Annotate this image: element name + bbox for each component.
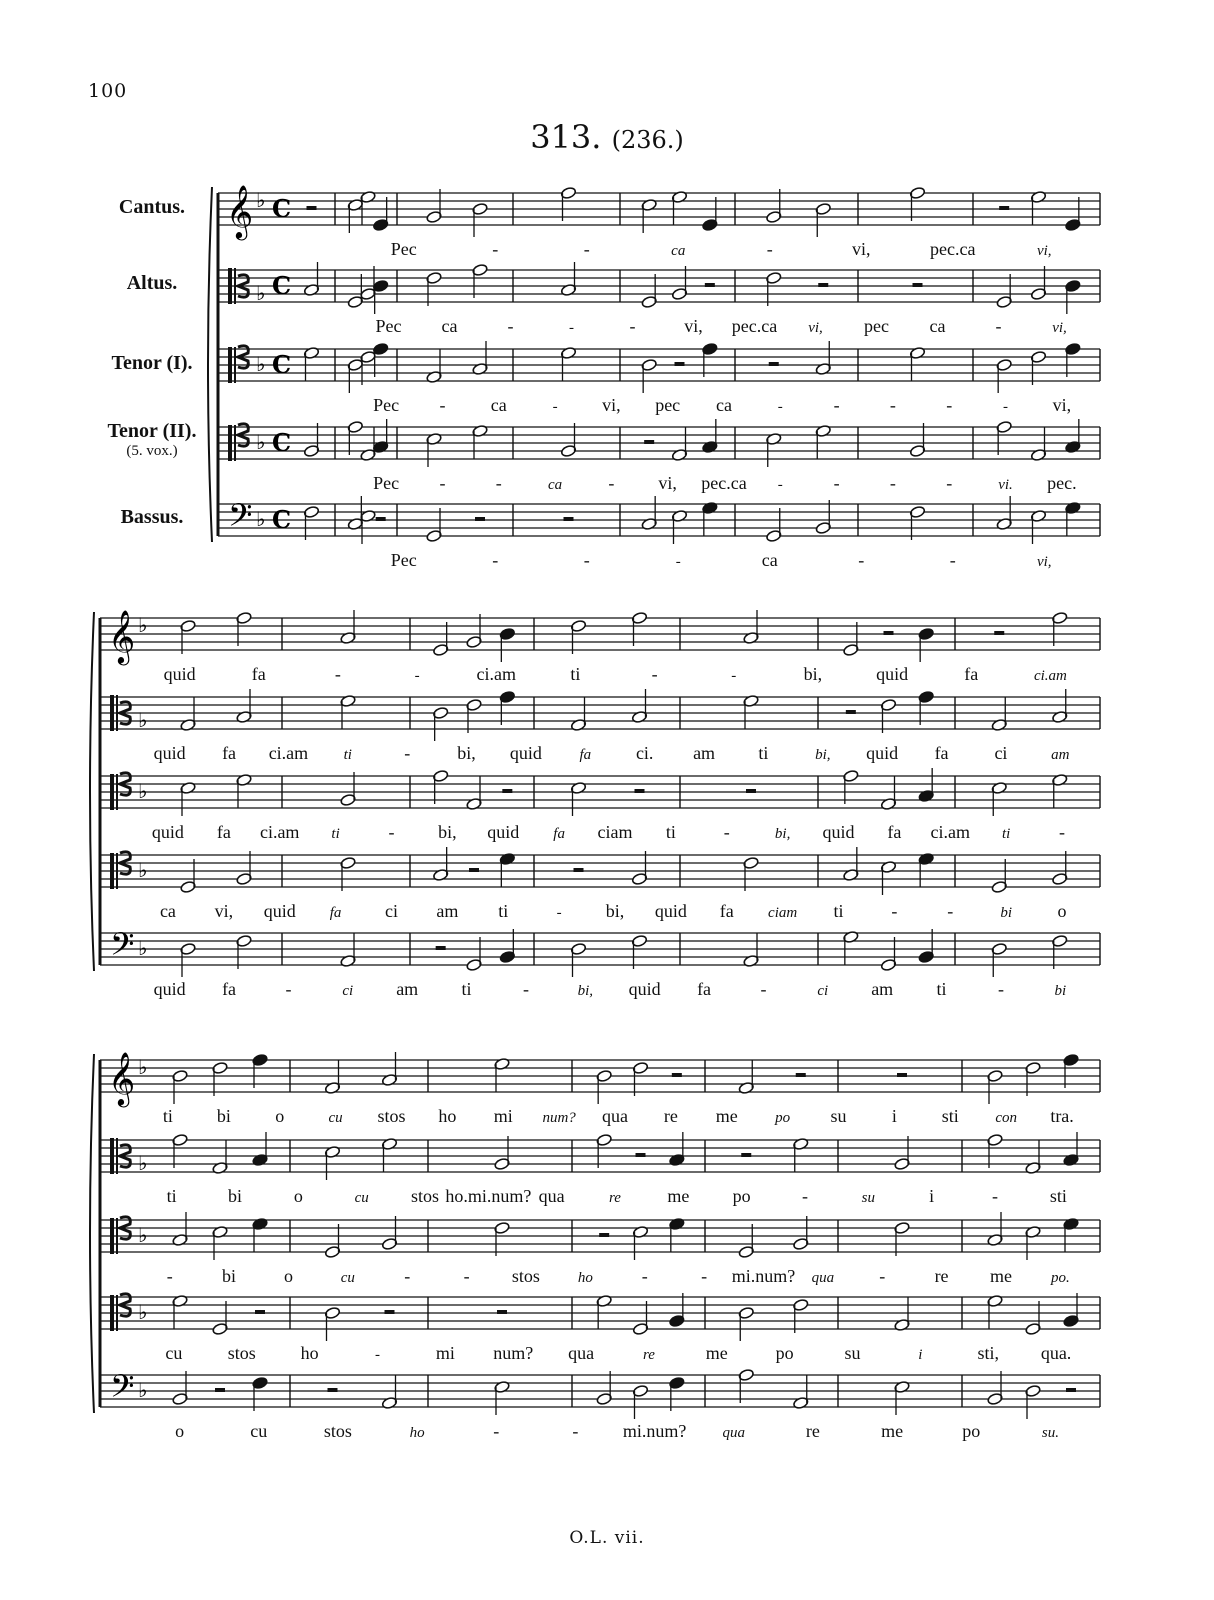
- lyric-syllable: Pec: [390, 550, 417, 570]
- common-time-icon: C: [272, 350, 292, 379]
- lyric-syllable: ti: [498, 901, 509, 921]
- lyric-syllable: -: [858, 550, 865, 570]
- rest: [675, 362, 685, 366]
- lyric-syllable: -: [166, 1266, 173, 1286]
- lyric-syllable: -: [675, 554, 681, 570]
- rest: [436, 946, 446, 950]
- rest: [897, 1073, 907, 1077]
- page-footer: O.L. vii.: [569, 1528, 645, 1548]
- lyric-syllable: re: [805, 1421, 820, 1441]
- lyric-syllable: num?: [542, 1110, 576, 1126]
- lyric-syllable: qua.: [1040, 1343, 1072, 1363]
- c-clef-icon: [116, 774, 118, 810]
- rest: [502, 789, 512, 793]
- lyric-syllable: -: [375, 1347, 380, 1363]
- lyric-syllable: -: [1003, 399, 1009, 415]
- lyric-syllable: fa: [222, 979, 237, 999]
- common-time-icon: C: [272, 428, 292, 457]
- lyric-syllable: fa: [887, 822, 902, 842]
- lyric-syllable: -: [760, 979, 767, 999]
- lyric-syllable: -: [583, 239, 590, 259]
- lyric-syllable: po.: [1050, 1270, 1070, 1286]
- lyric-syllable: vi,: [1036, 243, 1052, 259]
- lyric-syllable: -: [492, 550, 499, 570]
- lyric-syllable: quid: [509, 743, 542, 763]
- lyric-syllable: ci.am: [930, 822, 971, 842]
- lyric-syllable: qua: [811, 1270, 835, 1286]
- lyric-syllable: ho: [409, 1425, 425, 1441]
- lyric-syllable: ca: [441, 316, 458, 336]
- flat-icon: ♭: [138, 1055, 148, 1079]
- rest: [599, 1233, 609, 1237]
- lyric-syllable: -: [556, 905, 562, 921]
- rest: [475, 517, 485, 521]
- flat-icon: ♭: [138, 1151, 148, 1175]
- lyric-syllable: ti: [331, 826, 340, 842]
- lyric-syllable: -: [583, 550, 590, 570]
- c-clef-icon: [110, 853, 114, 889]
- rest: [328, 1388, 338, 1392]
- lyric-syllable: -: [493, 1421, 500, 1441]
- lyric-syllable: cu: [354, 1190, 369, 1206]
- lyric-syllable: ti: [665, 822, 676, 842]
- lyric-syllable: -: [889, 395, 896, 415]
- rest: [796, 1073, 806, 1077]
- lyric-syllable: stos: [377, 1106, 406, 1126]
- flat-icon: ♭: [138, 779, 148, 803]
- lyric-syllable: vi.: [998, 477, 1013, 493]
- lyric-syllable: -: [507, 316, 514, 336]
- rest: [255, 1310, 265, 1314]
- lyric-syllable: -: [285, 979, 292, 999]
- lyric-syllable: o: [1057, 901, 1067, 921]
- lyric-syllable: stos: [511, 1266, 540, 1286]
- flat-icon: ♭: [256, 507, 266, 531]
- treble-clef-icon: 𝄞: [108, 1051, 136, 1105]
- lyric-syllable: me: [881, 1421, 904, 1441]
- rest: [846, 710, 856, 714]
- lyric-syllable: -: [651, 664, 658, 684]
- lyric-syllable: -: [404, 743, 411, 763]
- lyric-syllable: vi,: [658, 473, 677, 493]
- c-clef-icon: [228, 347, 232, 383]
- lyric-syllable: cu: [328, 1110, 343, 1126]
- lyric-syllable: ho: [577, 1270, 593, 1286]
- lyric-syllable: fa: [222, 743, 237, 763]
- lyric-syllable: -: [833, 473, 840, 493]
- lyric-syllable: -: [766, 239, 773, 259]
- lyric-syllable: su: [844, 1343, 861, 1363]
- rest: [994, 631, 1004, 635]
- lyric-syllable: -: [608, 473, 615, 493]
- lyric-syllable: -: [949, 550, 956, 570]
- lyric-syllable: bi,: [815, 747, 831, 763]
- lyric-syllable: quid: [822, 822, 855, 842]
- lyric-syllable: pec.: [1047, 473, 1077, 493]
- lyric-syllable: fa: [719, 901, 734, 921]
- lyric-syllable: con: [995, 1110, 1018, 1126]
- lyric-syllable: ti: [758, 743, 769, 763]
- c-clef-icon: [116, 1218, 118, 1254]
- lyric-syllable: o: [293, 1186, 303, 1206]
- lyric-syllable: i: [918, 1347, 923, 1363]
- lyric-syllable: re: [663, 1106, 678, 1126]
- lyric-syllable: ca: [671, 243, 686, 259]
- lyric-syllable: ti: [343, 747, 352, 763]
- lyric-syllable: vi,: [1052, 395, 1072, 415]
- page-number: 100: [88, 80, 128, 102]
- lyric-syllable: fa: [329, 905, 342, 921]
- lyric-syllable: cu: [340, 1270, 355, 1286]
- lyric-syllable: cu: [165, 1343, 183, 1363]
- lyric-syllable: stos: [410, 1186, 440, 1206]
- lyric-syllable: fa: [216, 822, 231, 842]
- rest: [307, 206, 317, 210]
- rest: [644, 440, 654, 444]
- lyric-syllable: bi: [227, 1186, 243, 1206]
- lyric-syllable: ci.am: [476, 664, 516, 684]
- lyric-syllable: cu: [250, 1421, 268, 1441]
- bracket-curve: [208, 187, 212, 542]
- lyric-syllable: -: [997, 979, 1004, 999]
- lyric-syllable: Pec: [373, 473, 400, 493]
- lyric-syllable: ti: [166, 1186, 177, 1206]
- lyric-syllable: qua: [602, 1106, 628, 1126]
- lyric-syllable: Pec: [373, 395, 400, 415]
- lyric-syllable: bi,: [803, 664, 823, 684]
- rest: [913, 283, 923, 287]
- lyric-syllable: vi,: [1036, 554, 1052, 570]
- lyric-syllable: ti: [570, 664, 581, 684]
- lyric-syllable: po: [962, 1421, 981, 1441]
- lyric-syllable: mi: [435, 1343, 455, 1363]
- lyric-syllable: quid: [866, 743, 899, 763]
- rest: [636, 1153, 646, 1157]
- c-clef-icon: [234, 347, 236, 383]
- staff-bass: [100, 1368, 1100, 1412]
- lyric-syllable: pec: [655, 395, 681, 415]
- lyric-syllable: -: [992, 1186, 998, 1206]
- lyric-syllable: ca: [761, 550, 778, 570]
- c-clef-icon: [110, 1218, 114, 1254]
- flat-icon: ♭: [138, 1223, 148, 1247]
- lyric-syllable: -: [572, 1421, 579, 1441]
- c-clef-icon: [116, 853, 118, 889]
- rest: [999, 206, 1009, 210]
- lyric-syllable: fa: [934, 743, 949, 763]
- c-clef-icon: [228, 425, 232, 461]
- lyric-syllable: num?: [493, 1343, 534, 1363]
- lyric-syllable: -: [946, 473, 953, 493]
- bass-clef-icon: 𝄢: [110, 926, 135, 970]
- lyric-syllable: ciam: [597, 822, 633, 842]
- staff-treble: [218, 184, 1100, 240]
- rest: [746, 789, 756, 793]
- lyric-syllable: -: [439, 473, 446, 493]
- lyric-syllable: bi,: [457, 743, 476, 763]
- lyric-syllable: ti: [936, 979, 947, 999]
- lyric-syllable: ca: [547, 477, 563, 493]
- lyric-syllable: -: [1059, 822, 1066, 842]
- rest: [769, 362, 779, 366]
- rest: [497, 1310, 507, 1314]
- lyric-syllable: -: [891, 901, 898, 921]
- lyric-syllable: qua: [538, 1186, 565, 1206]
- flat-icon: ♭: [138, 936, 148, 960]
- lyric-syllable: ca: [716, 395, 732, 415]
- lyric-syllable: quid: [153, 743, 186, 763]
- lyric-syllable: ca: [490, 395, 507, 415]
- flat-icon: ♭: [256, 430, 266, 454]
- rest: [635, 789, 645, 793]
- lyric-syllable: -: [802, 1186, 808, 1206]
- lyric-syllable: su: [861, 1190, 876, 1206]
- lyric-syllable: am: [871, 979, 894, 999]
- lyric-syllable: ho: [300, 1343, 319, 1363]
- lyric-syllable: vi,: [214, 901, 234, 921]
- lyric-syllable: qua: [722, 1425, 745, 1441]
- part-label-bassus: Bassus.: [120, 506, 184, 528]
- common-time-icon: C: [272, 271, 292, 300]
- lyric-syllable: pec.ca: [930, 239, 976, 259]
- rest: [385, 1310, 395, 1314]
- lyric-syllable: -: [334, 664, 341, 684]
- piece-number: 313.: [530, 118, 602, 156]
- lyric-syllable: ci: [342, 983, 354, 999]
- lyric-syllable: me: [715, 1106, 738, 1126]
- flat-icon: ♭: [256, 281, 266, 305]
- lyric-syllable: vi,: [684, 316, 703, 336]
- lyric-syllable: -: [777, 477, 783, 493]
- lyric-syllable: quid: [487, 822, 520, 842]
- lyric-syllable: tra.: [1050, 1106, 1074, 1126]
- lyric-syllable: -: [492, 239, 499, 259]
- lyric-syllable: re: [642, 1347, 655, 1363]
- lyric-syllable: re: [609, 1190, 621, 1206]
- c-clef-icon: [228, 268, 232, 304]
- lyric-syllable: -: [995, 316, 1002, 336]
- lyric-syllable: sti: [941, 1106, 959, 1126]
- lyric-syllable: vi,: [602, 395, 621, 415]
- bass-clef-icon: 𝄢: [110, 1368, 135, 1412]
- lyric-syllable: re: [934, 1266, 949, 1286]
- lyric-syllable: pec: [864, 316, 889, 336]
- rest: [672, 1073, 682, 1077]
- lyric-syllable: o: [175, 1421, 185, 1441]
- lyric-syllable: ci.: [635, 743, 654, 763]
- lyric-syllable: ci: [817, 983, 829, 999]
- lyric-syllable: bi: [216, 1106, 231, 1126]
- lyric-syllable: me: [667, 1186, 690, 1206]
- lyric-syllable: stos: [323, 1421, 352, 1441]
- flat-icon: ♭: [138, 613, 148, 637]
- rest: [469, 868, 479, 872]
- lyric-syllable: mi.num?: [731, 1266, 796, 1286]
- lyric-syllable: -: [777, 399, 783, 415]
- lyric-syllable: o: [283, 1266, 293, 1286]
- lyric-syllable: pec.ca: [731, 316, 778, 336]
- lyric-syllable: ci: [994, 743, 1008, 763]
- lyric-syllable: -: [879, 1266, 886, 1286]
- lyric-syllable: ti: [461, 979, 472, 999]
- lyric-syllable: su: [830, 1106, 847, 1126]
- lyric-syllable: quid: [876, 664, 909, 684]
- lyric-syllable: ci.am: [1033, 668, 1067, 684]
- lyric-syllable: -: [947, 901, 954, 921]
- lyric-syllable: -: [439, 395, 446, 415]
- rest: [705, 283, 715, 287]
- flat-icon: ♭: [256, 352, 266, 376]
- common-time-icon: C: [272, 505, 292, 534]
- lyric-syllable: ti: [833, 901, 844, 921]
- rest: [564, 517, 574, 521]
- lyric-syllable: vi,: [851, 239, 871, 259]
- c-clef-icon: [110, 1295, 114, 1331]
- lyric-syllable: -: [889, 473, 896, 493]
- lyric-syllable: po: [775, 1343, 794, 1363]
- lyric-syllable: bi: [1054, 983, 1067, 999]
- common-time-icon: C: [272, 194, 292, 223]
- lyric-syllable: po: [732, 1186, 751, 1206]
- piece-subnumber: (236.): [611, 126, 684, 154]
- lyric-syllable: ho: [438, 1106, 457, 1126]
- lyric-syllable: su.: [1041, 1425, 1059, 1441]
- c-clef-icon: [110, 774, 114, 810]
- lyric-syllable: -: [463, 1266, 470, 1286]
- lyric-syllable: quid: [163, 664, 196, 684]
- lyric-syllable: sti,: [977, 1343, 999, 1363]
- lyric-syllable: bi,: [605, 901, 625, 921]
- lyric-syllable: fa: [251, 664, 266, 684]
- flat-icon: ♭: [138, 1378, 148, 1402]
- lyric-syllable: pec.ca: [701, 473, 747, 493]
- lyric-syllable: am: [693, 743, 716, 763]
- lyric-syllable: vi,: [808, 320, 823, 336]
- part-label-altus: Altus.: [126, 272, 178, 294]
- rest: [574, 868, 584, 872]
- lyric-syllable: i: [929, 1186, 935, 1206]
- bracket-curve: [90, 612, 94, 971]
- part-label-tenor-1: Tenor (I).: [111, 352, 193, 374]
- treble-clef-icon: 𝄞: [226, 184, 254, 238]
- lyric-syllable: am: [396, 979, 419, 999]
- lyric-syllable: -: [388, 822, 395, 842]
- c-clef-icon: [110, 695, 114, 731]
- lyric-syllable: bi: [1000, 905, 1013, 921]
- lyric-syllable: -: [731, 668, 737, 684]
- c-clef-icon: [110, 1138, 114, 1174]
- lyric-syllable: o: [275, 1106, 285, 1126]
- staff-bass: [218, 497, 1100, 541]
- lyric-syllable: -: [629, 316, 636, 336]
- lyric-syllable: quid: [263, 901, 296, 921]
- flat-icon: ♭: [138, 708, 148, 732]
- lyric-syllable: fa: [579, 747, 592, 763]
- lyric-syllable: me: [705, 1343, 728, 1363]
- treble-clef-icon: 𝄞: [108, 609, 136, 663]
- rest: [884, 631, 894, 635]
- staff-bass: [100, 926, 1100, 970]
- bass-clef-icon: 𝄢: [228, 497, 253, 541]
- lyric-syllable: quid: [151, 822, 184, 842]
- lyric-syllable: fa: [553, 826, 565, 842]
- lyric-syllable: -: [495, 473, 502, 493]
- flat-icon: ♭: [138, 1300, 148, 1324]
- lyric-syllable: i: [891, 1106, 897, 1126]
- lyric-syllable: ti: [162, 1106, 173, 1126]
- lyric-syllable: quid: [654, 901, 687, 921]
- lyric-syllable: stos: [227, 1343, 256, 1363]
- lyric-syllable: ca: [159, 901, 176, 921]
- lyric-syllable: -: [522, 979, 529, 999]
- lyric-syllable: -: [723, 822, 730, 842]
- flat-icon: ♭: [138, 858, 148, 882]
- rest: [376, 517, 386, 521]
- lyric-syllable: -: [404, 1266, 411, 1286]
- c-clef-icon: [234, 425, 236, 461]
- lyric-syllable: fa: [697, 979, 712, 999]
- lyric-syllable: -: [552, 399, 558, 415]
- lyric-syllable: ca: [929, 316, 946, 336]
- lyric-syllable: ci: [384, 901, 398, 921]
- lyric-syllable: me: [989, 1266, 1012, 1286]
- lyric-syllable: po: [775, 1110, 791, 1126]
- lyric-syllable: quid: [628, 979, 661, 999]
- rest: [741, 1153, 751, 1157]
- lyric-syllable: ci.am: [268, 743, 309, 763]
- part-label-cantus: Cantus.: [118, 196, 186, 218]
- rest: [818, 283, 828, 287]
- lyric-syllable: ti: [1002, 826, 1011, 842]
- lyric-syllable: -: [946, 395, 953, 415]
- lyric-syllable: bi,: [577, 983, 594, 999]
- lyric-syllable: -: [833, 395, 840, 415]
- lyric-syllable: Pec: [390, 239, 417, 259]
- lyric-syllable: ciam: [768, 905, 798, 921]
- lyric-syllable: ci.am: [259, 822, 300, 842]
- lyric-syllable: mi: [493, 1106, 513, 1126]
- rest: [1066, 1388, 1076, 1392]
- lyric-syllable: bi,: [438, 822, 457, 842]
- lyric-syllable: -: [414, 668, 420, 684]
- lyric-syllable: -: [641, 1266, 648, 1286]
- lyric-syllable: bi: [222, 1266, 237, 1286]
- lyric-syllable: quid: [153, 979, 186, 999]
- lyric-syllable: bi,: [774, 826, 791, 842]
- flat-icon: ♭: [256, 188, 266, 212]
- lyric-syllable: am: [1051, 747, 1070, 763]
- lyric-syllable: mi.num?: [622, 1421, 687, 1441]
- rest: [215, 1388, 225, 1392]
- bracket-curve: [90, 1054, 94, 1413]
- lyric-syllable: am: [436, 901, 459, 921]
- lyric-syllable: sti: [1049, 1186, 1067, 1206]
- lyric-syllable: -: [569, 320, 574, 336]
- lyric-syllable: vi,: [1052, 320, 1067, 336]
- lyric-syllable: -: [701, 1266, 708, 1286]
- lyric-syllable: qua: [568, 1343, 595, 1363]
- c-clef-icon: [116, 1295, 118, 1331]
- lyric-syllable: fa: [964, 664, 979, 684]
- part-label-tenor-2: Tenor (II). (5. vox.): [107, 420, 197, 459]
- lyric-syllable: Pec: [375, 316, 402, 336]
- lyric-syllable: ho.mi.num?: [445, 1186, 532, 1206]
